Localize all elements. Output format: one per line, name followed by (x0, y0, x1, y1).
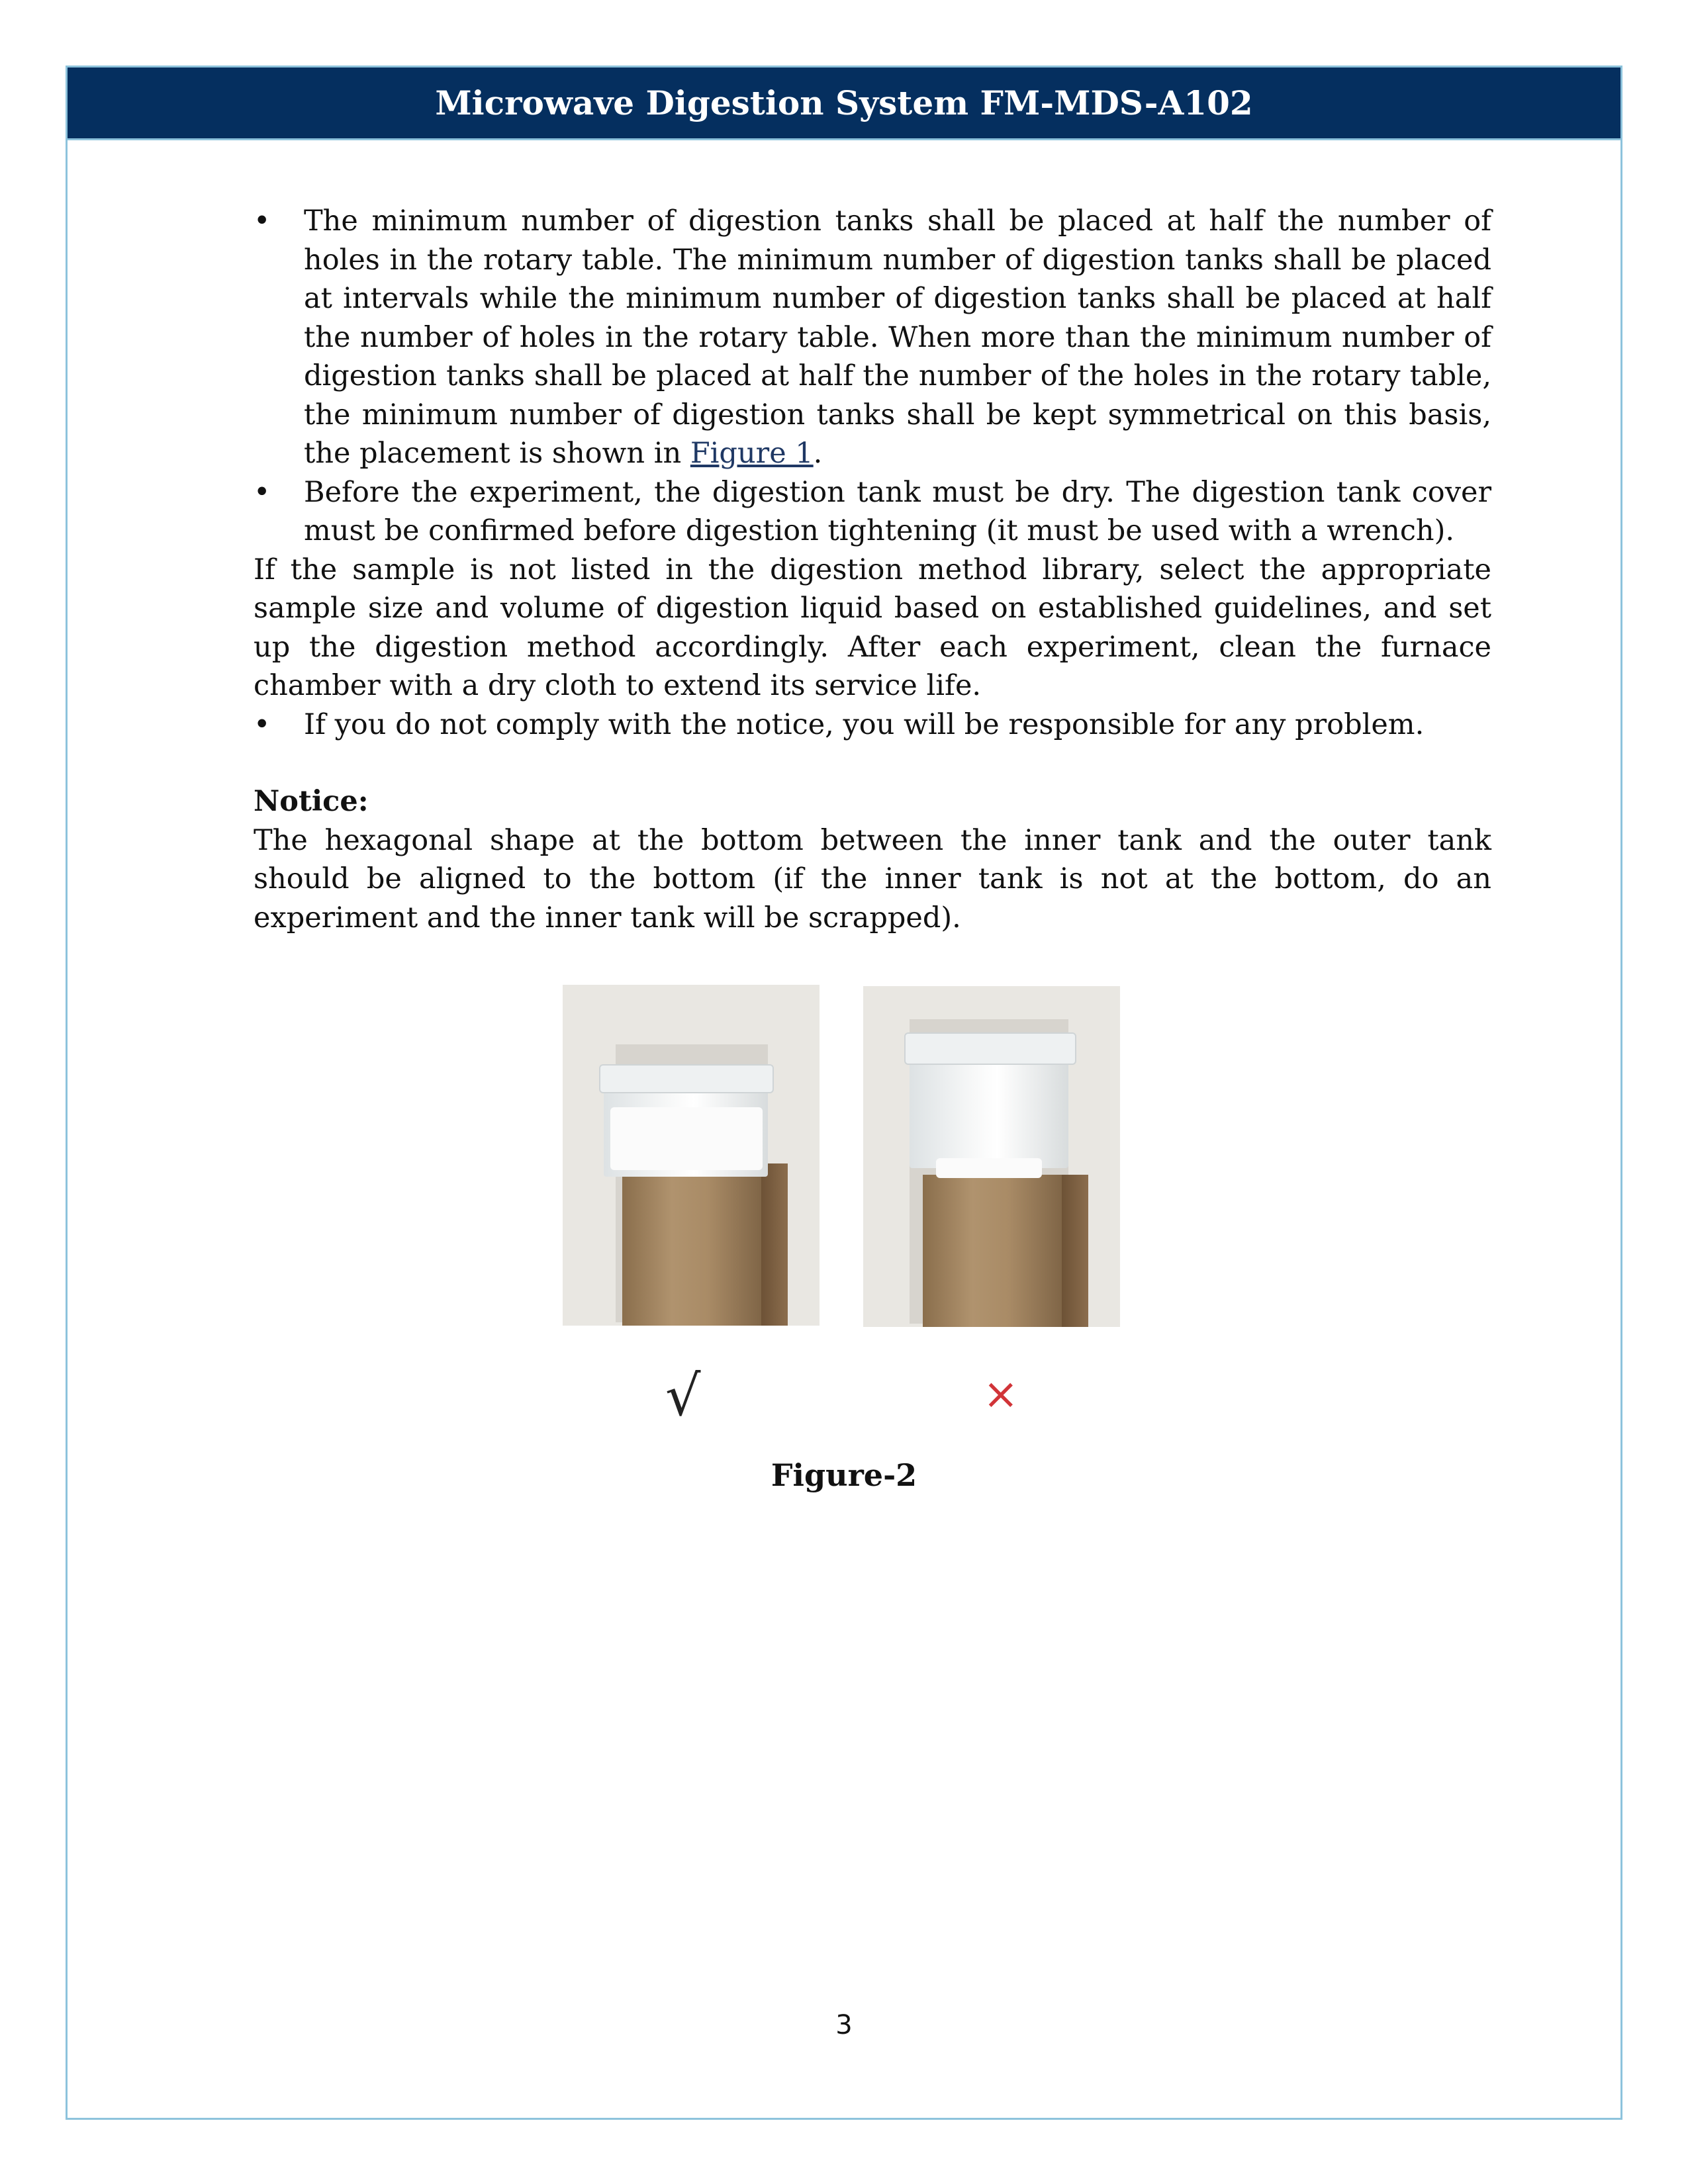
bullet-dot: • (254, 707, 271, 741)
notice-text: The hexagonal shape at the bottom between the inner tank and the outer tank should be aligned to the bottom (if the inner tank is not at the bottom, do an experiment and the inner tank will be scrapped). (254, 823, 1491, 934)
body-paragraph: If the sample is not listed in the digestion method library, select the appropriate sample size and volume of digestion liquid based on established guidelines, and set up the digestion method accordingly. After each experiment, clean the furnace chamber with a dry cloth to extend its service life. (254, 553, 1491, 702)
bullet-text: If you do not comply with the notice, you will be responsible for any problem. (304, 707, 1425, 741)
document-header (66, 66, 1622, 140)
page-number: 3 (835, 2010, 853, 2040)
bullet-item (254, 705, 1491, 745)
correct-tank-photo (563, 985, 820, 1326)
checkmark-icon: √ (665, 1363, 701, 1428)
figure-2-images (563, 985, 1119, 1329)
notice-heading: Notice: (254, 785, 369, 818)
bullet-text-end: . (813, 437, 823, 470)
figure-1-link[interactable]: Figure 1 (690, 437, 814, 470)
incorrect-tank-photo (863, 986, 1120, 1327)
figure-caption: Figure-2 (771, 1457, 917, 1493)
bullet-dot: • (254, 205, 271, 238)
bullet-item (254, 202, 1491, 473)
bullet-text: The minimum number of digestion tanks shall be placed at half the number of holes in the rotary table. The minimum number of digestion tanks shall be placed at intervals while the minimum number of digestion tanks shall be placed at half the number of holes in the rotary table. When more than the minimum number of digestion tanks shall be placed at half the number of the holes in the rotary table, the minimum number of digestion tanks shall be kept symmetrical on this basis, the placement is shown in (304, 205, 1491, 470)
document-body (254, 202, 1491, 937)
bullet-dot: • (254, 475, 271, 509)
document-title: Microwave Digestion System FM-MDS-A102 (435, 83, 1253, 122)
cross-icon: × (983, 1370, 1019, 1419)
bullet-item (254, 473, 1491, 551)
bullet-text: Before the experiment, the digestion tank must be dry. The digestion tank cover must be confirmed before digestion tightening (it must be used with a wrench). (304, 475, 1491, 547)
